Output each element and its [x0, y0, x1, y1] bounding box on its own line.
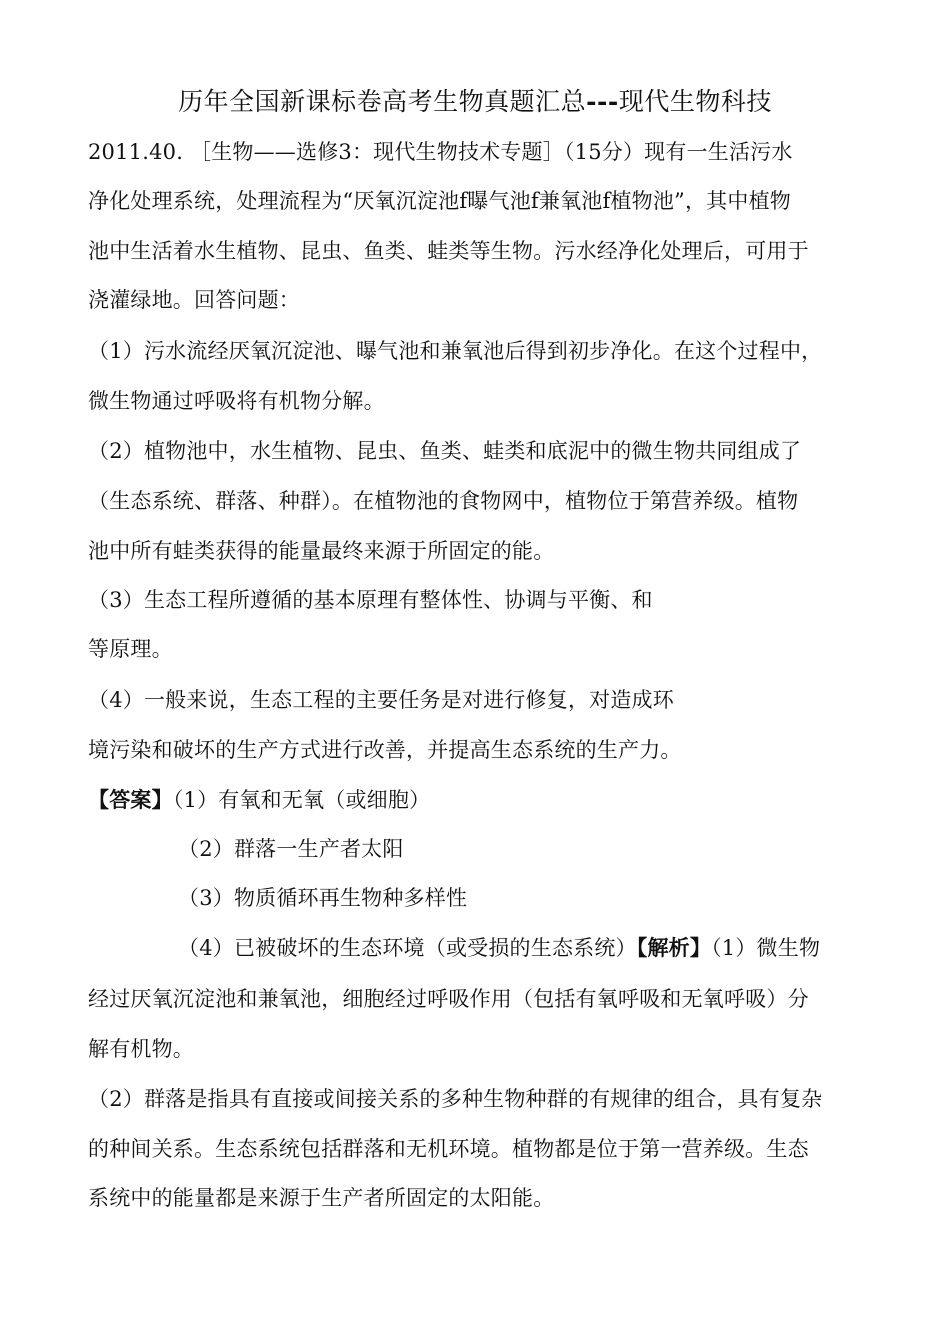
answer-line — [178, 933, 950, 963]
question-line: 等原理。 — [88, 637, 173, 661]
question-line: 2011.40. ［生物——选修3：现代生物技术专题］（15分）现有一生活污水 — [88, 140, 793, 164]
analysis-line: 系统中的能量都是来源于生产者所固定的太阳能。 — [88, 1186, 555, 1210]
question-line: （生态系统、群落、种群）。在植物池的食物网中，植物位于第营养级。植物 — [88, 489, 799, 513]
question-line: （4）一般来说，生态工程的主要任务是对进行修复，对造成环 — [88, 688, 674, 712]
question-line: 净化处理系统，处理流程为“厌氧沉淀池f曝气池f兼氧池f植物池”，其中植物 — [88, 189, 791, 213]
answer-label: 【答案】 — [88, 787, 173, 812]
answer-4: （4）已被破坏的生态环境（或受损的生态系统） — [178, 936, 637, 960]
page-title — [0, 84, 950, 120]
title-dashes: --- — [586, 87, 619, 116]
title-main: 历年全国新课标卷高考生物真题汇总 — [178, 87, 587, 116]
question-line: 浇灌绿地。回答问题： — [88, 288, 300, 312]
question-line: （1）污水流经厌氧沉淀池、曝气池和兼氧池后得到初步净化。在这个过程中， — [88, 339, 823, 363]
title-tail: 现代生物科技 — [618, 87, 772, 116]
answer-1: （1）有氧和无氧（或细胞） — [172, 788, 431, 812]
question-line: （2）植物池中，水生植物、昆虫、鱼类、蛙类和底泥中的微生物共同组成了 — [88, 439, 802, 463]
answer-line — [88, 785, 868, 815]
question-line: 微生物通过呼吸将有机物分解。 — [88, 389, 385, 413]
analysis-line: 解有机物。 — [88, 1037, 194, 1061]
question-line: 境污染和破坏的生产方式进行改善，并提高生态系统的生产力。 — [88, 738, 682, 762]
analysis-line: （2）群落是指具有直接或间接关系的多种生物种群的有规律的组合，具有复杂 — [88, 1087, 823, 1111]
question-line: 池中生活着水生植物、昆虫、鱼类、蛙类等生物。污水经净化处理后，可用于 — [88, 239, 809, 263]
answer-3: （3）物质循环再生物种多样性 — [178, 886, 468, 910]
analysis-line: 经过厌氧沉淀池和兼氧池，细胞经过呼吸作用（包括有氧呼吸和无氧呼吸）分 — [88, 987, 809, 1011]
question-line: （3）生态工程所遵循的基本原理有整体性、协调与平衡、和 — [88, 588, 653, 612]
analysis-label: 【解析】 — [636, 935, 712, 960]
question-line: 池中所有蛙类获得的能量最终来源于所固定的能。 — [88, 539, 555, 563]
answer-2: （2）群落一生产者太阳 — [178, 837, 404, 861]
analysis-line: 的种间关系。生态系统包括群落和无机环境。植物都是位于第一营养级。生态 — [88, 1137, 809, 1161]
analysis-start: （1）微生物 — [711, 936, 821, 960]
